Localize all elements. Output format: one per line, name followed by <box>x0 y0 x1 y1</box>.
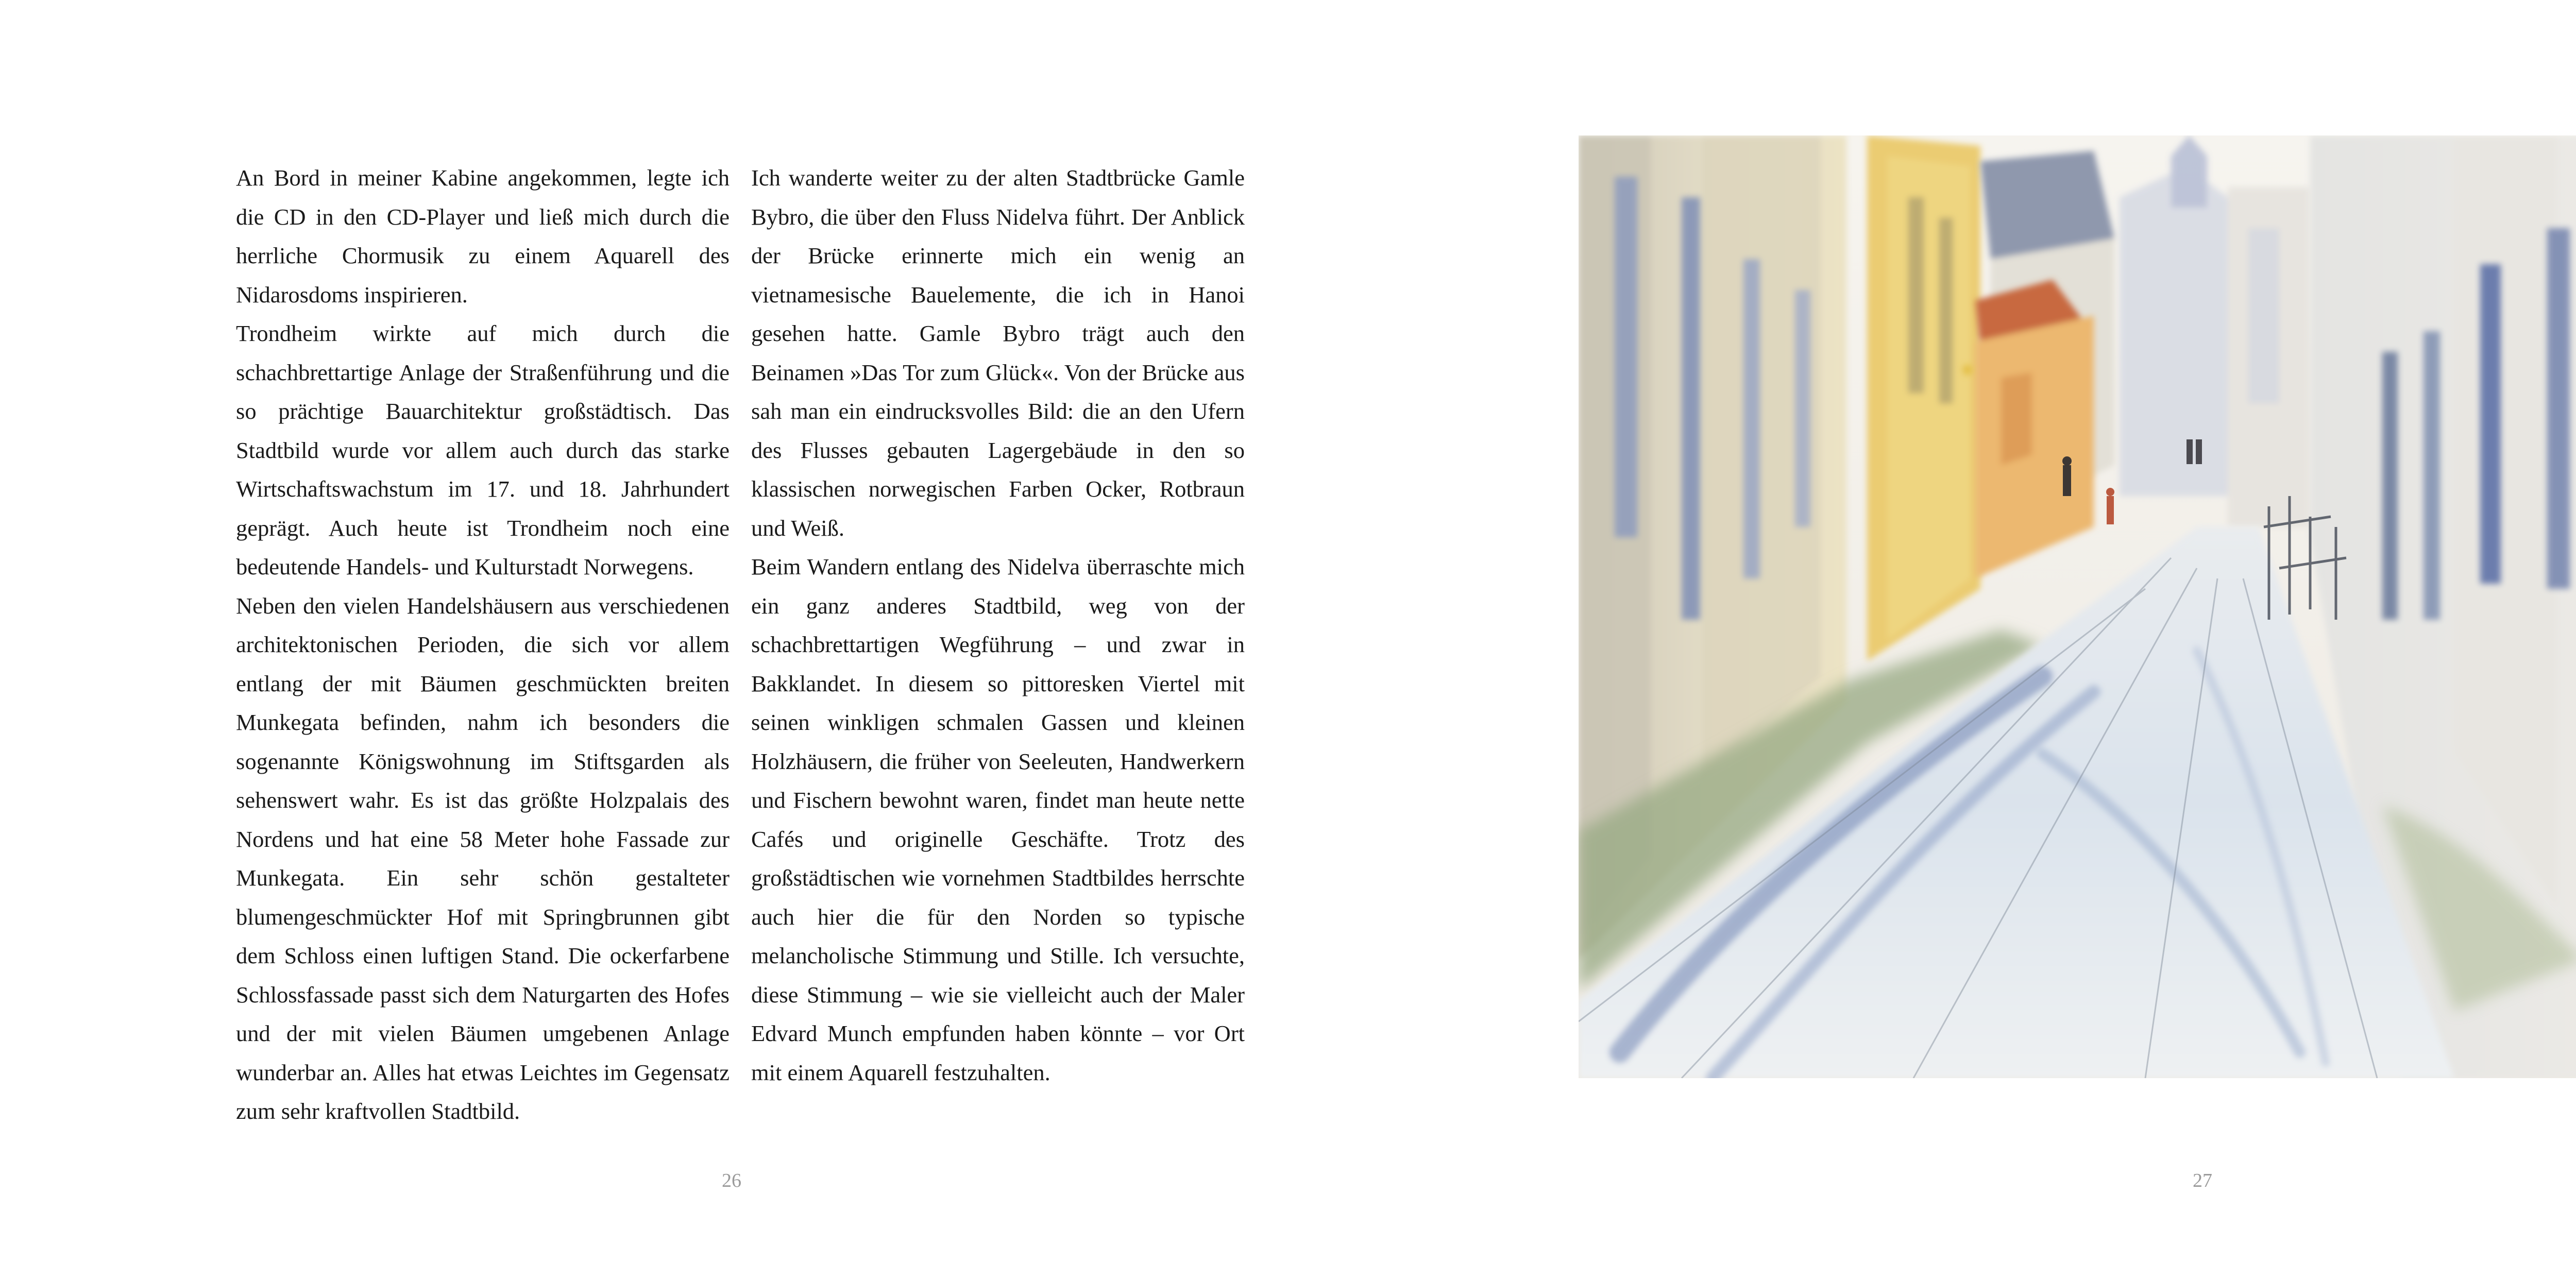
right-page <box>1461 0 2576 1278</box>
page-number-left: 26 <box>722 1170 741 1191</box>
paragraph: Beim Wandern entlang des Nidelva überraschte mich ein ganz anderes Stadtbild, weg von der schachbrettartigen Wegführung – und zwar in Bakklandet. In diesem so pittoresken Viertel mit seinen winkligen schmalen Gassen und kleinen Holzhäusern, die früher von Seeleuten, Handwerkern und Fischern bewohnt waren, findet man heute nette Cafés und originelle Geschäfte. Trotz des großstädtischen wie vornehmen Stadtbildes herrschte auch hier die für den Norden so typische melancholische Stimmung und Stille. Ich versuchte, diese Stimmung – wie sie vielleicht auch der Maler Edvard Munch empfunden haben könnte – vor Ort mit einem Aquarell festzuhalten. <box>751 554 1245 1085</box>
paragraph: Neben den vielen Handelshäusern aus verschiedenen architektonischen Perioden, die sich vor allem entlang der mit Bäumen geschmückten breiten Munkegata befinden, nahm ich besonders die sogenannte Königswohnung im Stiftsgarden als sehenswert wahr. Es ist das größte Holzpalais des Nordens und hat eine 58 Meter hohe Fassade zur Munkegata. Ein sehr schön gestalteter blumengeschmückter Hof mit Springbrunnen gibt dem Schloss einen luftigen Stand. Die ockerfarbene Schlossfassade passt sich dem Naturgarten des Hofes und der mit vielen Bäumen umgebenen Anlage wunderbar an. Alles hat etwas Leichtes im Gegensatz zum sehr kraftvollen Stadtbild. <box>236 592 730 1124</box>
text-column-1 <box>236 159 730 1131</box>
paragraph: An Bord in meiner Kabine angekommen, legte ich die CD in den CD-Player und ließ mich durch die herrliche Chormusik zu einem Aquarell des Nidarosdoms inspirieren. <box>236 165 730 308</box>
page-number-right: 27 <box>2193 1170 2212 1191</box>
street-scene-illustration <box>1579 135 2576 1078</box>
text-column-2 <box>751 159 1245 1092</box>
paragraph: Ich wanderte weiter zu der alten Stadtbrücke Gamle Bybro, die über den Fluss Nidelva führt. Der Anblick der Brücke erinnerte mich ein wenig an vietnamesische Bauelemente, die ich in Hanoi gesehen hatte. Gamle Bybro trägt auch den Beinamen »Das Tor zum Glück«. Von der Brücke aus sah man ein eindrucksvolles Bild: die an den Ufern des Flusses gebauten Lagergebäude in den so klassischen norwegischen Farben Ocker, Rotbraun und Weiß. <box>751 165 1245 541</box>
watercolor-painting <box>1579 135 2576 1078</box>
paragraph: Trondheim wirkte auf mich durch die schachbrettartige Anlage der Straßenführung und die so prächtige Bauarchitektur großstädtisch. Das Stadtbild wurde vor allem auch durch das starke Wirtschaftswachstum im 17. und 18. Jahrhundert geprägt. Auch heute ist Trondheim noch eine bedeutende Handels- und Kulturstadt Norwegens. <box>236 320 730 580</box>
